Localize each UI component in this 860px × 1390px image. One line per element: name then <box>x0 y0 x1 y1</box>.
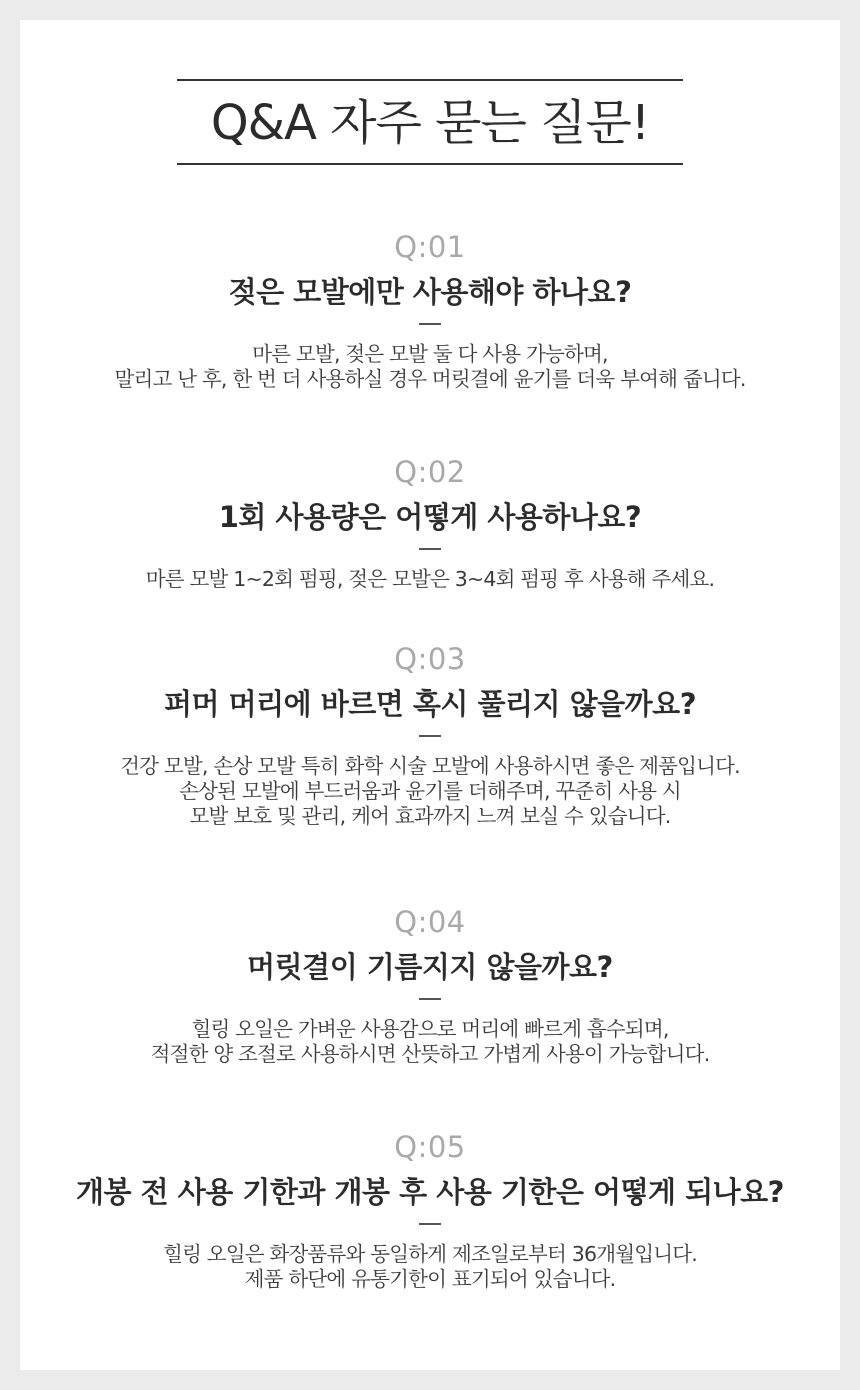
answer-line: 모발 보호 및 관리, 케어 효과까지 느껴 보실 수 있습니다. <box>189 804 671 828</box>
title-box <box>177 79 683 165</box>
answer-line: 건강 모발, 손상 모발 특히 화학 시술 모발에 사용하시면 좋은 제품입니다. <box>120 754 740 778</box>
answer <box>20 754 840 829</box>
faq-item-2 <box>20 455 840 592</box>
answer <box>20 342 840 392</box>
divider <box>419 998 441 1000</box>
answer <box>20 567 840 592</box>
question-number: Q:02 <box>394 455 466 489</box>
page-title: Q&A 자주 묻는 질문! <box>210 95 650 151</box>
question-text: 젖은 모발에만 사용해야 하나요? <box>228 275 632 309</box>
answer-line: 제품 하단에 유통기한이 표기되어 있습니다. <box>244 1267 616 1291</box>
faq-item-1 <box>20 230 840 392</box>
answer-line: 말리고 난 후, 한 번 더 사용하실 경우 머릿결에 윤기를 더욱 부여해 줍니다. <box>114 367 746 391</box>
answer-line: 적절한 양 조절로 사용하시면 산뜻하고 가볍게 사용이 가능합니다. <box>150 1042 710 1066</box>
divider <box>419 548 441 550</box>
answer <box>20 1242 840 1292</box>
faq-card <box>20 20 840 1370</box>
question-number: Q:03 <box>394 642 466 676</box>
divider <box>419 1223 441 1225</box>
answer-line: 힐링 오일은 화장품류와 동일하게 제조일로부터 36개월입니다. <box>163 1242 697 1266</box>
faq-item-4 <box>20 905 840 1067</box>
question-text: 1회 사용량은 어떻게 사용하나요? <box>218 500 642 534</box>
question-number: Q:01 <box>394 230 466 264</box>
question-text: 개봉 전 사용 기한과 개봉 후 사용 기한은 어떻게 되나요? <box>76 1175 784 1209</box>
divider <box>419 323 441 325</box>
question-text: 머릿결이 기름지지 않을까요? <box>247 950 613 984</box>
answer-line: 마른 모발, 젖은 모발 둘 다 사용 가능하며, <box>252 342 608 366</box>
answer-line: 마른 모발 1~2회 펌핑, 젖은 모발은 3~4회 펌핑 후 사용해 주세요. <box>145 567 715 591</box>
faq-item-3 <box>20 642 840 829</box>
question-number: Q:05 <box>394 1130 466 1164</box>
question-number: Q:04 <box>394 905 466 939</box>
question-text: 퍼머 머리에 바르면 혹시 풀리지 않을까요? <box>163 687 697 721</box>
answer-line: 손상된 모발에 부드러움과 윤기를 더해주며, 꾸준히 사용 시 <box>179 779 681 803</box>
answer <box>20 1017 840 1067</box>
divider <box>419 735 441 737</box>
faq-item-5 <box>20 1130 840 1292</box>
answer-line: 힐링 오일은 가벼운 사용감으로 머리에 빠르게 흡수되며, <box>191 1017 669 1041</box>
